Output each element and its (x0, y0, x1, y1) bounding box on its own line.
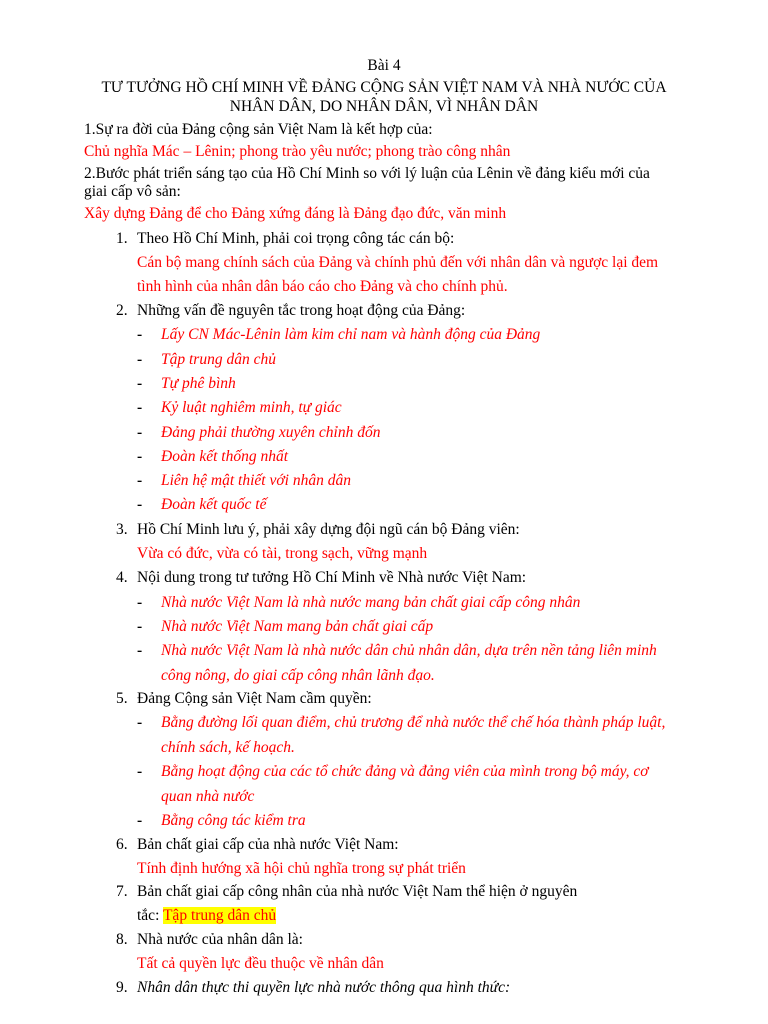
item-number: 2. (116, 302, 128, 319)
item-question: Những vấn đề nguyên tắc trong hoạt động của Đảng: (137, 302, 466, 319)
item-number: 4. (116, 569, 128, 586)
bullet-dash: - (137, 351, 143, 368)
bullet-item: Đảng phải thường xuyên chỉnh đốn (161, 424, 381, 441)
bullet-dash: - (137, 326, 143, 343)
item-question: Đảng Cộng sản Việt Nam cầm quyền: (137, 690, 372, 707)
item-answer-line-1: Cán bộ mang chính sách của Đảng và chính phủ đến với nhân dân và ngược lại đem (137, 254, 659, 271)
bullet-dash: - (137, 812, 143, 829)
item-answer: Tính định hướng xã hội chủ nghĩa trong sự phát triển (137, 860, 466, 877)
title-line-2: NHÂN DÂN, DO NHÂN DÂN, VÌ NHÂN DÂN (229, 98, 539, 115)
bullet-dash: - (137, 642, 143, 659)
bullet-item: Lấy CN Mác-Lênin làm kim chỉ nam và hành động của Đảng (161, 326, 541, 343)
bullet-dash: - (137, 763, 143, 780)
item-answer: Tất cả quyền lực đều thuộc về nhân dân (137, 955, 384, 972)
bullet-item: Nhà nước Việt Nam là nhà nước mang bản chất giai cấp công nhân (161, 594, 581, 611)
item-number: 3. (116, 521, 128, 538)
question-1: 1.Sự ra đời của Đảng cộng sản Việt Nam là kết hợp của: (84, 121, 433, 138)
bullet-dash: - (137, 714, 143, 731)
item-question-line-2 (137, 907, 276, 925)
bullet-dash: - (137, 448, 143, 465)
bullet-dash: - (137, 496, 143, 513)
item-question: Nhà nước của nhân dân là: (137, 931, 303, 948)
bullet-dash: - (137, 424, 143, 441)
bullet-dash: - (137, 399, 143, 416)
answer-2: Xây dựng Đảng để cho Đảng xứng đáng là Đảng đạo đức, văn minh (84, 205, 507, 222)
item-number: 1. (116, 230, 128, 247)
item-answer-line-2: tình hình của nhân dân báo cáo cho Đảng và cho chính phủ. (137, 278, 508, 295)
bullet-item: Tập trung dân chủ (161, 351, 276, 368)
bullet-item: Đoàn kết quốc tế (161, 496, 267, 513)
bullet-item-continuation: công nông, do giai cấp công nhân lãnh đạo. (161, 667, 435, 684)
bullet-item: Nhà nước Việt Nam mang bản chất giai cấp (161, 618, 434, 635)
item-question: Bản chất giai cấp của nhà nước Việt Nam: (137, 836, 399, 853)
item-number: 7. (116, 883, 128, 900)
bullet-item: Đoàn kết thống nhất (161, 448, 288, 465)
item-question: Hồ Chí Minh lưu ý, phải xây dựng đội ngũ cán bộ Đảng viên: (137, 521, 520, 538)
bullet-item: Kỷ luật nghiêm minh, tự giác (161, 399, 342, 416)
item-question: Nhân dân thực thi quyền lực nhà nước thông qua hình thức: (137, 979, 511, 996)
answer-1: Chủ nghĩa Mác – Lênin; phong trào yêu nước; phong trào công nhân (84, 143, 511, 160)
item-answer: Vừa có đức, vừa có tài, trong sạch, vững mạnh (137, 545, 428, 562)
bullet-dash: - (137, 375, 143, 392)
bullet-dash: - (137, 618, 143, 635)
item-number: 5. (116, 690, 128, 707)
item-question: Bản chất giai cấp công nhân của nhà nước Việt Nam thể hiện ở nguyên (137, 883, 578, 900)
title-line-1: TƯ TƯỞNG HỒ CHÍ MINH VỀ ĐẢNG CỘNG SẢN VIỆT NAM VÀ NHÀ NƯỚC CỦA (101, 79, 667, 96)
item-number: 8. (116, 931, 128, 948)
question-2-line-2: giai cấp vô sản: (84, 183, 181, 200)
item-question: Nội dung trong tư tưởng Hồ Chí Minh về Nhà nước Việt Nam: (137, 569, 527, 586)
bullet-item: Nhà nước Việt Nam là nhà nước dân chủ nhân dân, dựa trên nền tảng liên minh (161, 642, 657, 659)
item-question-prefix: tắc: (137, 907, 163, 924)
item-number: 6. (116, 836, 128, 853)
question-2-line-1: 2.Bước phát triển sáng tạo của Hồ Chí Minh so với lý luận của Lênin về đảng kiểu mới của (84, 165, 650, 182)
bullet-item: Bằng đường lối quan điểm, chủ trương để nhà nước thể chế hóa thành pháp luật, (161, 714, 666, 731)
bullet-item: Liên hệ mật thiết với nhân dân (161, 472, 351, 489)
lesson-number: Bài 4 (367, 57, 401, 74)
bullet-item-continuation: quan nhà nước (161, 788, 255, 805)
bullet-dash: - (137, 472, 143, 489)
item-question: Theo Hồ Chí Minh, phải coi trọng công tác cán bộ: (137, 230, 455, 247)
item-number: 9. (116, 979, 128, 996)
bullet-item: Bằng hoạt động của các tổ chức đảng và đảng viên của mình trong bộ máy, cơ (161, 763, 649, 780)
bullet-dash: - (137, 594, 143, 611)
bullet-item: Bằng công tác kiểm tra (161, 812, 306, 829)
bullet-item-continuation: chính sách, kế hoạch. (161, 739, 295, 756)
highlighted-answer: Tập trung dân chủ (162, 907, 277, 924)
bullet-item: Tự phê bình (161, 375, 236, 392)
